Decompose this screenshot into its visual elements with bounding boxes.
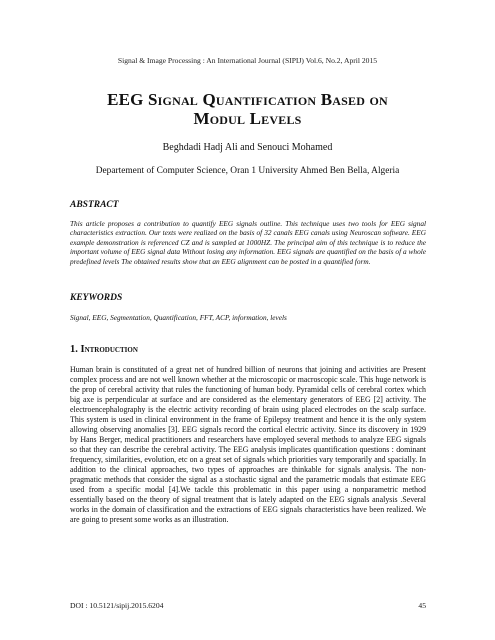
keywords-heading: KEYWORDS — [70, 293, 123, 303]
footer-doi: DOI : 10.5121/sipij.2015.6204 — [70, 601, 164, 610]
title-line-1: EEG Signal Quantification Based on — [107, 90, 388, 109]
introduction-heading-text: 1. Introduction — [70, 344, 138, 355]
journal-running-header: Signal & Image Processing : An International Journal (SIPIJ) Vol.6, No.2, April 2015 — [117, 56, 378, 65]
footer-page-number: 45 — [418, 601, 426, 610]
affiliation: Departement of Computer Science, Oran 1 University Ahmed Ben Bella, Algeria — [95, 166, 400, 176]
title-line-2: Modul Levels — [193, 109, 302, 128]
authors: Beghdadi Hadj Ali and Senouci Mohamed — [162, 142, 333, 153]
introduction-body: Human brain is constituted of a great net of hundred billion of neurons that joining and activities are Present complex process and are not well known whether at the microscopic or macroscopic scale. This huge network is the prop of cerebral activity that rules the functioning of human body. Pyramidal cells of cerebral cortex which big axe is perpendicular at surface and are considered as the elementary generators of EEG [2] activity. The electroencephalography is the electric activity recording of brain using placed electrodes on the scalp surface. This system is used in clinical environment in the frame of Epilepsy treatment and hence it is the only system allowing observing anomalies [3]. EEG signals record the cortical electric activity. Since its discovery in 1929 by Hans Berger, medical practitioners and researchers have employed several methods to analyze EEG signals so that they can describe the cerebral activity. The EEG analysis implicates quantification questions : dominant frequency, similarities, evolution, etc on a great set of signals which priorities vary temporarily and spacially. In addition to the clinical approaches, two types of approaches are thinkable for signals analysis. The non-pragmatic methods that consider the signal as a stochastic signal and the parametric modals that estimate EEG used from a specific modal [4].We tackle this problematic in this paper using a nonparametric method essentially based on the theory of signal treatment that is lately adapted on the EEG signals analysis .Several works in the domain of classification and the extractions of EEG signals characteristics have been realized. We are going to present some works as an illustration. — [70, 365, 426, 525]
abstract-text: This article proposes a contribution to quantify EEG signals outline. This technique uses two tools for EEG signal characteristics extraction. Our texts were realized on the basis of 32 canals EEG canals using Neuroscan software. EEG example demonstration is referenced CZ and is sampled at 1000HZ. The principal aim of this technique is to reduce the important volume of EEG signal data Without losing any information. EEG signals are quantified on the basis of a whole predefined levels The obtained results show that an EEG alignment can be posted in a quantified form. — [70, 219, 426, 266]
abstract-heading: ABSTRACT — [70, 200, 119, 210]
keywords-text: Signal, EEG, Segmentation, Quantification, FFT, ACP, information, levels — [70, 313, 287, 322]
introduction-heading — [70, 344, 138, 355]
paper-title — [60, 90, 435, 128]
